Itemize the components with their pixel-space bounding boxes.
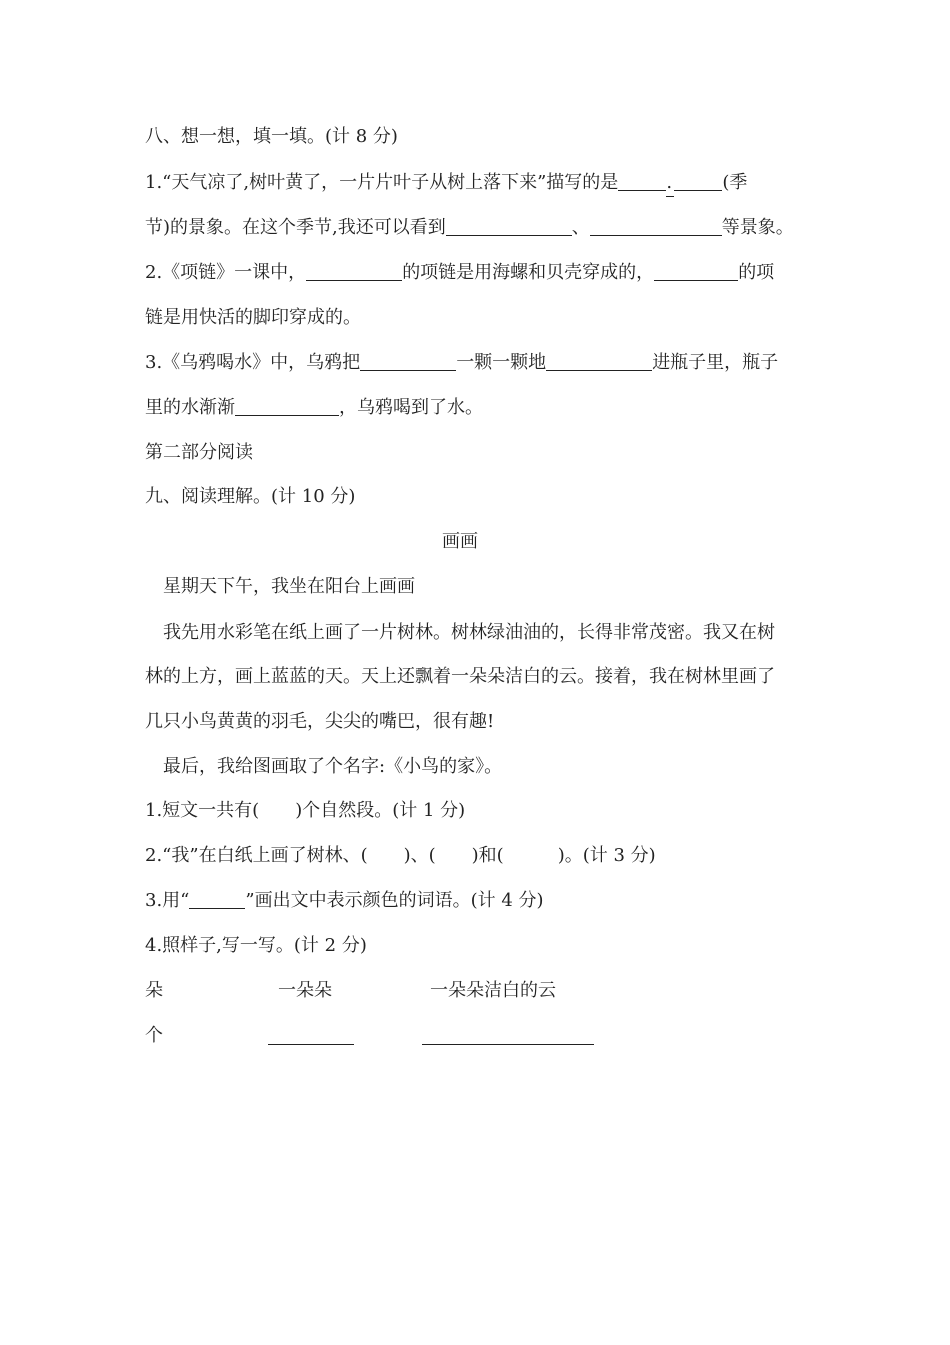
q2-blank-1[interactable] — [306, 262, 402, 281]
q1-dot: . — [666, 170, 674, 197]
q1-line1 — [145, 170, 747, 197]
passage-paragraph-2-line-1: 我先用水彩笔在纸上画了一片树林。树林绿油油的，长得非常茂密。我又在树 — [163, 622, 775, 643]
q3-blank-3[interactable] — [235, 397, 339, 416]
reading-q1: 1.短文一共有( )个自然段。(计 1 分) — [145, 800, 466, 821]
q3-text-c: 进瓶子里，瓶子 — [652, 352, 779, 373]
part2-heading: 第二部分阅读 — [145, 442, 253, 463]
q3-line2 — [145, 395, 483, 421]
q1-blank-scene-2[interactable] — [590, 217, 722, 236]
section8-heading: 八、想一想，填一填。(计 8 分) — [145, 126, 398, 147]
reading-q3-underline-sample — [189, 890, 245, 909]
reading-q2: 2.“我”在白纸上画了树林、( )、( )和( )。(计 3 分) — [145, 845, 656, 866]
section9-heading: 九、阅读理解。(计 10 分) — [145, 486, 356, 507]
reading-q3-text-b: ”画出文中表示颜色的词语。(计 4 分) — [245, 890, 544, 911]
q2-text-b: 的项链是用海螺和贝壳穿成的， — [402, 262, 655, 283]
reading-q4: 4.照样子,写一写。(计 2 分) — [145, 935, 367, 956]
example-char: 朵 — [145, 980, 163, 1001]
q2-line1 — [145, 260, 774, 286]
reading-q3 — [145, 888, 544, 914]
q1-blank-scene-1[interactable] — [446, 217, 572, 236]
q3-text-b: 一颗一颗地 — [456, 352, 547, 373]
q1-blank-season-b[interactable] — [674, 172, 722, 191]
q1-text-b: (季 — [722, 172, 748, 193]
q1-line2 — [145, 215, 794, 241]
q3-text-a: 3.《乌鸦喝水》中，乌鸦把 — [145, 352, 361, 373]
passage-paragraph-1: 星期天下午，我坐在阳台上画画 — [163, 576, 415, 597]
passage-paragraph-3: 最后，我给图画取了个名字:《小鸟的家》。 — [163, 756, 503, 777]
q1-text-a: 1.“天气凉了,树叶黄了，一片片叶子从树上落下来”描写的是 — [145, 172, 619, 193]
answer-char: 个 — [145, 1025, 163, 1046]
q1-text-e: 等景象。 — [721, 217, 794, 238]
q2-text-c: 的项 — [738, 262, 775, 283]
q1-text-c: 节)的景象。在这个季节,我还可以看到 — [145, 217, 446, 238]
q3-blank-1[interactable] — [360, 352, 456, 371]
passage-title: 画画 — [442, 531, 478, 552]
passage-paragraph-2-line-3: 几只小鸟黄黄的羽毛，尖尖的嘴巴，很有趣! — [145, 711, 495, 732]
q2-text-a: 2.《项链》一课中， — [145, 262, 307, 283]
q2-line2: 链是用快活的脚印穿成的。 — [145, 307, 361, 328]
q3-text-e: ，乌鸦喝到了水。 — [339, 397, 483, 418]
reading-q3-text-a: 3.用“ — [145, 890, 190, 911]
q2-blank-2[interactable] — [654, 262, 738, 281]
q1-text-d: 、 — [571, 217, 590, 238]
q3-blank-2[interactable] — [546, 352, 652, 371]
passage-paragraph-2-line-2: 林的上方，画上蓝蓝的天。天上还飘着一朵朵洁白的云。接着，我在树林里画了 — [145, 666, 775, 687]
q3-text-d: 里的水渐渐 — [145, 397, 235, 418]
example-reduplicated: 一朵朵 — [278, 980, 332, 1001]
answer-blank-phrase[interactable] — [422, 1044, 594, 1045]
q1-blank-season-a[interactable] — [618, 172, 666, 191]
q3-line1 — [145, 350, 778, 376]
answer-blank-reduplicated[interactable] — [268, 1044, 354, 1045]
example-phrase: 一朵朵洁白的云 — [430, 980, 556, 1001]
